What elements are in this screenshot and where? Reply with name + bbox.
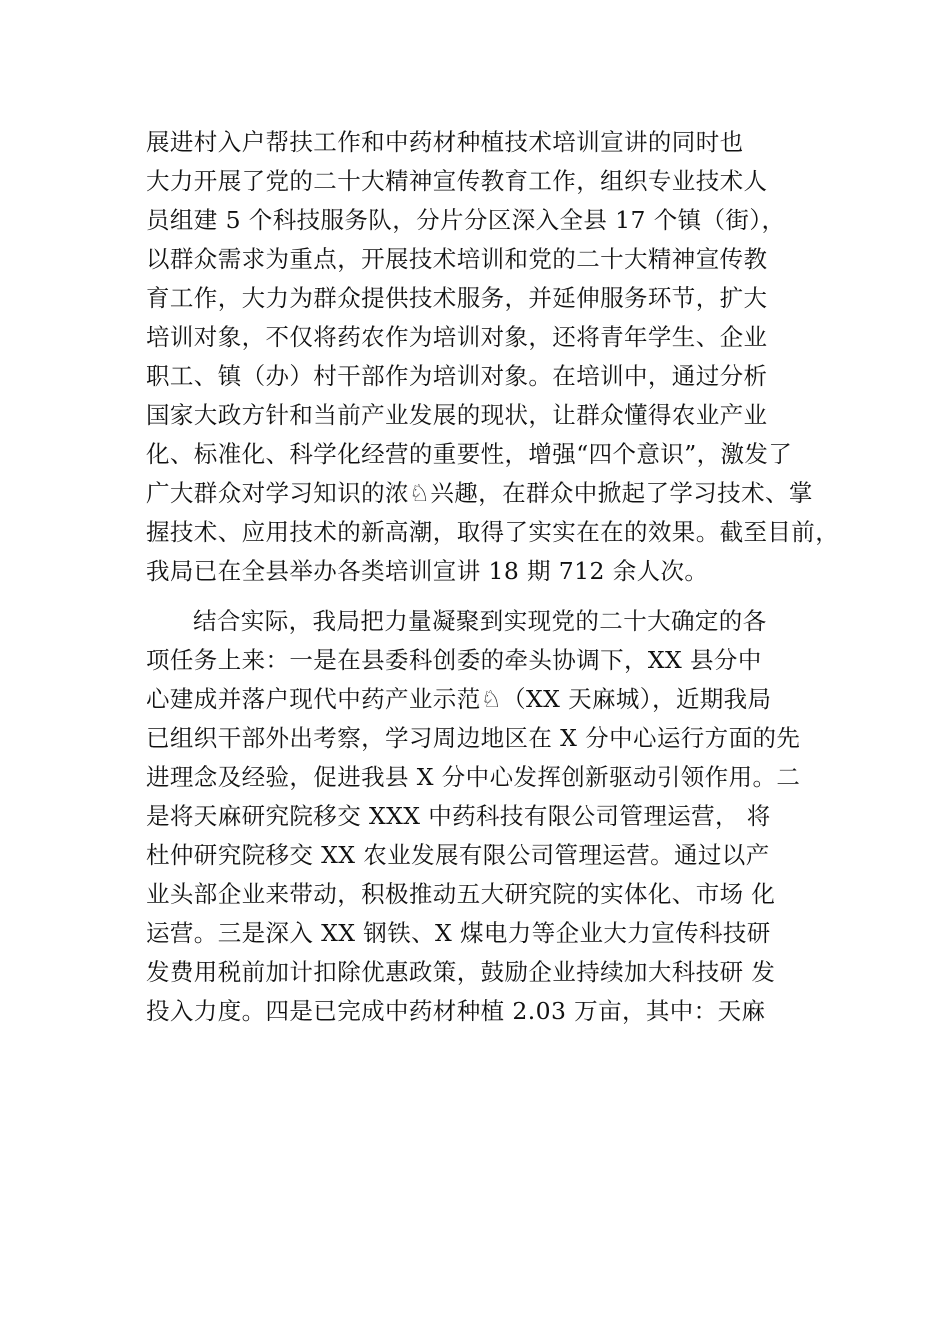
text-line: 结合实际，我局把力量凝聚到实现党的二十大确定的各 bbox=[193, 607, 767, 635]
text-line: 国家大政方针和当前产业发展的现状，让群众懂得农业产业 bbox=[146, 401, 768, 429]
text-line: 发费用税前加计扣除优惠政策，鼓励企业持续加大科技研 发 bbox=[146, 958, 776, 986]
text-line: 握技术、应用技术的新高潮，取得了实实在在的效果。截至目前， bbox=[146, 518, 840, 546]
text-line: 展进村入户帮扶工作和中药材种植技术培训宣讲的同时也 bbox=[146, 128, 744, 156]
text-line: 培训对象，不仅将药农作为培训对象，还将青年学生、企业 bbox=[146, 323, 768, 351]
text-line: 是将天麻研究院移交 XXX 中药科技有限公司管理运营， 将 bbox=[146, 802, 771, 830]
text-line: 进理念及经验，促进我县 X 分中心发挥创新驱动引领作用。二 bbox=[146, 763, 801, 791]
paragraph-tasks bbox=[146, 602, 846, 1031]
text-line: 业头部企业来带动，积极推动五大研究院的实体化、市场 化 bbox=[146, 880, 776, 908]
text-line: 以群众需求为重点，开展技术培训和党的二十大精神宣传教 bbox=[146, 245, 768, 273]
text-line: 已组织干部外出考察，学习周边地区在 X 分中心运行方面的先 bbox=[146, 724, 801, 752]
text-line: 我局已在全县举办各类培训宣讲 18 期 712 余人次。 bbox=[146, 557, 709, 585]
text-line: 育工作，大力为群众提供技术服务，并延伸服务环节，扩大 bbox=[146, 284, 768, 312]
text-line: 大力开展了党的二十大精神宣传教育工作，组织专业技术人 bbox=[146, 167, 768, 195]
text-line: 化、标准化、科学化经营的重要性，增强“四个意识”，激发了 bbox=[146, 440, 793, 468]
text-line: 杜仲研究院移交 XX 农业发展有限公司管理运营。通过以产 bbox=[146, 841, 770, 869]
text-line: 职工、镇（办）村干部作为培训对象。在培训中，通过分析 bbox=[146, 362, 768, 390]
text-line: 员组建 5 个科技服务队，分片分区深入全县 17 个镇（街）， bbox=[146, 206, 786, 234]
text-line: 项任务上来：一是在县委科创委的牵头协调下，XX 县分中 bbox=[146, 646, 762, 674]
text-line: 运营。三是深入 XX 钢铁、X 煤电力等企业大力宣传科技研 bbox=[146, 919, 771, 947]
paragraph-training bbox=[146, 123, 846, 591]
text-line: 广大群众对学习知识的浓♘兴趣，在群众中掀起了学习技术、掌 bbox=[146, 479, 813, 507]
text-line: 心建成并落户现代中药产业示范♘（XX 天麻城），近期我局 bbox=[146, 685, 772, 713]
text-line: 投入力度。四是已完成中药材种植 2.03 万亩，其中：天麻 bbox=[146, 997, 766, 1025]
